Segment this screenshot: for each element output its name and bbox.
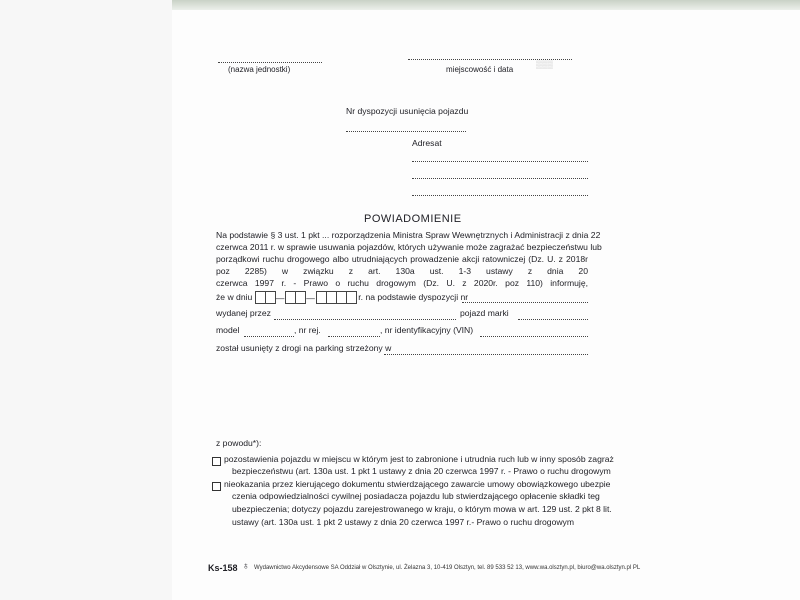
date-separator: —	[275, 292, 285, 303]
order-number-label: Nr dyspozycji usunięcia pojazdu	[346, 106, 469, 116]
addressee-line-1[interactable]	[412, 161, 588, 162]
reg-number-label: , nr rej.	[294, 325, 321, 335]
date-box-month-2[interactable]	[295, 291, 306, 304]
vin-label: , nr identyfikacyjny (VIN)	[380, 325, 474, 335]
form-code: Ks-158	[208, 563, 238, 573]
vin-field[interactable]	[480, 336, 588, 337]
date-box-day-2[interactable]	[265, 291, 276, 304]
date-separator: —	[306, 292, 315, 303]
form-sheet	[172, 10, 800, 600]
reason-2-checkbox[interactable]	[212, 482, 221, 491]
addressee-line-3[interactable]	[412, 195, 588, 196]
reason-2-line-2: czenia odpowiedzialności cywilnej posiadacza pojazdu lub stwierdzającego opłacenie składki teg	[232, 491, 600, 501]
order-number-field[interactable]	[346, 131, 466, 132]
reg-number-field[interactable]	[328, 336, 380, 337]
document-title: POWIADOMIENIE	[364, 213, 462, 225]
model-label: model	[216, 325, 240, 335]
unit-name-label: (nazwa jednostki)	[228, 65, 291, 74]
model-field[interactable]	[244, 336, 294, 337]
date-line	[216, 291, 468, 304]
body-line-3: porządkowi ruchu drogowego albo utrudniających prowadzenie akcji ratowniczej (Dz. U. z 2018r	[216, 254, 588, 264]
scan-background	[0, 0, 172, 600]
issued-by-label: wydanej przez	[216, 308, 271, 318]
place-date-label: miejscowość i data	[446, 65, 514, 74]
reason-2-line-1: nieokazania przez kierującego dokumentu stwierdzającego zawarcie umowy obowiązkowego ubezpie	[224, 479, 611, 489]
addressee-label: Adresat	[412, 138, 442, 148]
reason-1-line-2: bezpieczeństwu (art. 130a ust. 1 pkt 1 ustawy z dnia 20 czerwca 1997 r. - Prawo o ruchu drogowym	[232, 466, 611, 476]
vehicle-make-label: pojazd marki	[460, 308, 509, 318]
issued-by-field[interactable]	[274, 319, 456, 320]
reason-1-line-1: pozostawienia pojazdu w miejscu w którym jest to zabronione i utrudnia ruch lub w inny sposób zagraż	[224, 454, 614, 464]
body-line-4: poz 2285) w związku z art. 130a ust. 1-3 ustawy z dnia 20	[216, 266, 588, 276]
body-line-1: Na podstawie § 3 ust. 1 pkt ... rozporządzenia Ministra Spraw Wewnętrznych i Administracji z dnia 22	[216, 230, 601, 240]
date-box-year-4[interactable]	[346, 291, 357, 304]
place-date-field[interactable]	[408, 59, 572, 60]
parking-label: został usunięty z drogi na parking strzeżony w	[216, 343, 392, 353]
body-line-5: czerwca 1997 r. - Prawo o ruchu drogowym (Dz. U. z 2020r. poz 110) informuję,	[216, 278, 588, 288]
unit-name-field[interactable]	[218, 62, 322, 63]
order-reference-field[interactable]	[462, 302, 588, 303]
vehicle-make-field[interactable]	[518, 319, 588, 320]
publisher-info: Wydawnictwo Akcydensowe SA Oddział w Olsztynie, ul. Żelazna 3, 10-419 Olsztyn, tel. 89 533 52 13, www.wa.olsztyn.pl, biuro@wa.olsztyn.pl PL	[254, 565, 641, 571]
body-line-2: czerwca 2011 r. w sprawie usuwania pojazdów, których używanie może zagrażać bezpieczeństwu lub	[216, 242, 602, 252]
addressee-line-2[interactable]	[412, 178, 588, 179]
date-prefix: że w dniu	[216, 291, 253, 302]
parking-location-field[interactable]	[384, 354, 588, 355]
date-suffix: r. na podstawie dyspozycji nr	[358, 291, 469, 302]
reasons-label: z powodu*):	[216, 438, 262, 448]
bleed-through-mark: ▒▒▒	[536, 60, 554, 69]
reason-2-line-3: ubezpieczenia; dotyczy pojazdu zarejestrowanego w kraju, o którym mowa w art. 129 ust. 2 pkt 8 lit.	[232, 504, 612, 514]
reason-2-line-4: ustawy (art. 130a ust. 1 pkt 2 ustawy z dnia 20 czerwca 1997 r.- Prawo o ruchu drogowym	[232, 517, 575, 527]
reason-1-checkbox[interactable]	[212, 457, 221, 466]
publisher-logo-icon: ♁	[242, 561, 250, 572]
